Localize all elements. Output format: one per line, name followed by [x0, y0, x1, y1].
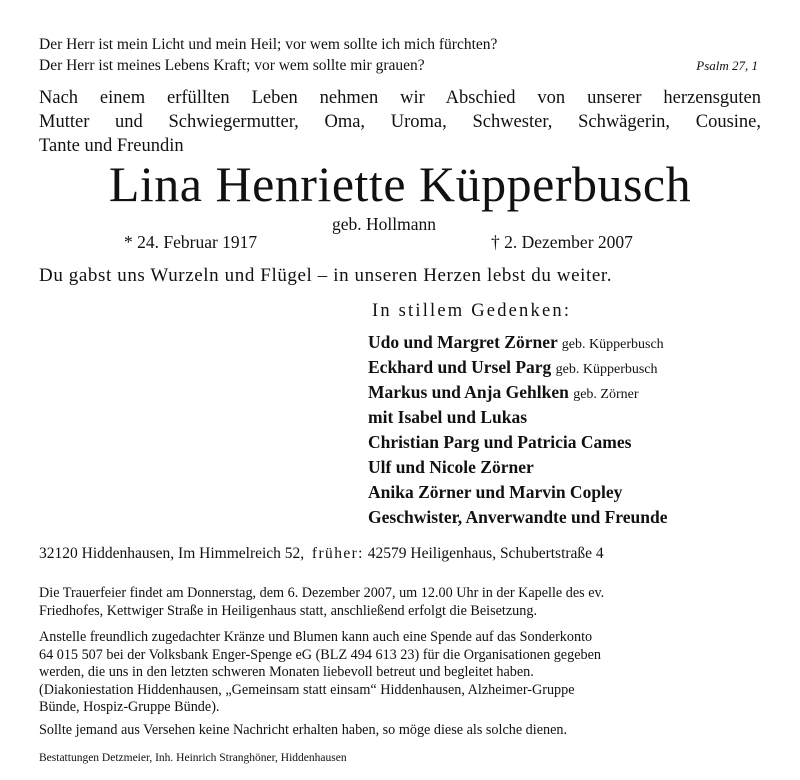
funeral-paragraph	[39, 585, 761, 620]
birth-date: * 24. Februar 1917	[124, 232, 258, 252]
undertaker: Bestattungen Detzmeier, Inh. Heinrich Stranghöner, Hiddenhausen	[39, 752, 347, 764]
notice-paragraph	[39, 722, 761, 740]
notice-text: Sollte jemand aus Versehen keine Nachricht erhalten haben, so möge diese als solche dienen.	[39, 722, 568, 738]
mourner-name: mit Isabel und Lukas	[368, 407, 528, 427]
mourner-name: Udo und Margret Zörner	[368, 332, 558, 352]
intro-line-3: Tante und Freundin	[39, 136, 184, 156]
donation-line-4: (Diakoniestation Hiddenhausen, „Gemeinsam statt einsam“ Hiddenhausen, Alzheimer-Gruppe	[39, 681, 575, 698]
mourner-entry	[368, 355, 658, 382]
motto: Du gabst uns Wurzeln und Flügel – in unseren Herzen lebst du weiter.	[39, 265, 613, 286]
donation-paragraph	[39, 629, 761, 717]
mourner-note: geb. Küpperbusch	[561, 337, 664, 352]
mourner-entry	[368, 505, 667, 530]
intro-line-1: Nach einem erfüllten Leben nehmen wir Abschied von unserer herzensguten	[39, 88, 761, 108]
birth-name: geb. Hollmann	[332, 214, 437, 234]
mourner-name: Ulf und Nicole Zörner	[368, 457, 534, 477]
psalm-line-2: Der Herr ist meines Lebens Kraft; vor wem sollte mir grauen?	[39, 57, 425, 74]
mourner-note: geb. Küpperbusch	[555, 362, 658, 377]
death-date: † 2. Dezember 2007	[491, 232, 633, 252]
mourners-heading: In stillem Gedenken:	[372, 301, 572, 321]
mourner-note: geb. Zörner	[573, 387, 639, 402]
donation-line-2: 64 015 507 bei der Volksbank Enger-Spenge eG (BLZ 494 613 23) für die Organisationen gegeben	[39, 646, 601, 663]
intro-line-2: Mutter und Schwiegermutter, Oma, Uroma, Schwester, Schwägerin, Cousine,	[39, 112, 761, 132]
donation-line-5: Bünde, Hospiz-Gruppe Bünde).	[39, 699, 220, 715]
mourner-entry	[368, 455, 534, 480]
mourner-name: Markus und Anja Gehlken	[368, 382, 569, 402]
psalm-line-1: Der Herr ist mein Licht und mein Heil; vor wem sollte ich mich fürchten?	[39, 36, 498, 53]
funeral-line-2: Friedhofes, Kettwiger Straße in Heiligenhaus statt, anschließend erfolgt die Beisetzung.	[39, 602, 538, 619]
psalm-reference: Psalm 27, 1	[696, 58, 758, 73]
current-address: 32120 Hiddenhausen, Im Himmelreich 52,	[39, 545, 305, 562]
address-line	[39, 545, 604, 563]
deceased-name: Lina Henriette Küpperbusch	[108, 156, 692, 212]
mourner-entry	[368, 480, 622, 505]
funeral-line-1: Die Trauerfeier findet am Donnerstag, dem 6. Dezember 2007, um 12.00 Uhr in der Kapelle des ev.	[39, 585, 605, 601]
mourner-entry	[368, 380, 639, 407]
donation-line-1: Anstelle freundlich zugedachter Kränze und Blumen kann auch eine Spende auf das Sonderkonto	[39, 629, 593, 645]
mourner-name: Anika Zörner und Marvin Copley	[368, 482, 623, 502]
donation-line-3: werden, die uns in den letzten schweren Monaten liebevoll betreut und begleitet haben.	[39, 664, 534, 680]
mourner-name: Christian Parg und Patricia Cames	[368, 432, 632, 452]
mourner-entry	[368, 405, 527, 430]
mourner-entry	[368, 330, 664, 357]
former-address: 42579 Heiligenhaus, Schubertstraße 4	[367, 545, 604, 562]
mourner-name: Geschwister, Anverwandte und Freunde	[368, 507, 668, 527]
mourner-name: Eckhard und Ursel Parg	[368, 357, 552, 377]
mourner-entry	[368, 430, 631, 455]
former-label: früher:	[311, 545, 364, 562]
